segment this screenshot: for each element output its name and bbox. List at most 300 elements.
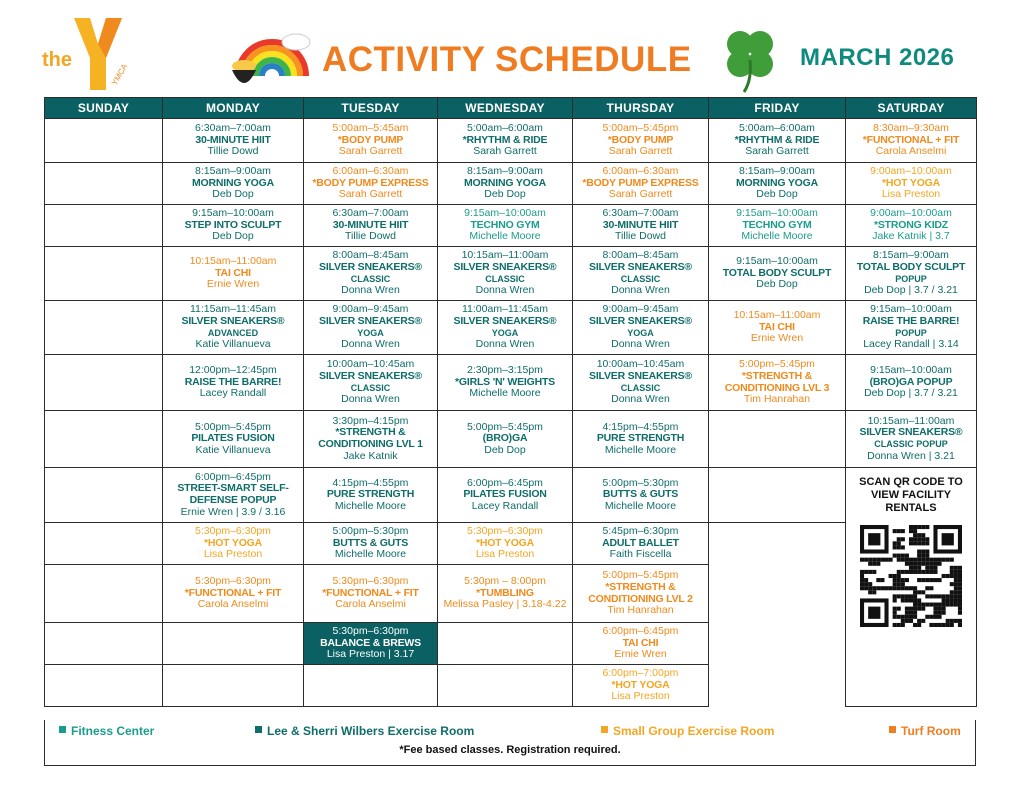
class-instructor: Katie Villanueva xyxy=(195,338,271,351)
class-time: 12:00pm–12:45pm xyxy=(189,364,277,377)
day-header-monday: MONDAY xyxy=(163,98,304,119)
header xyxy=(0,0,1024,96)
class-name: SILVER SNEAKERS® xyxy=(589,369,692,382)
class-instructor: Lacey Randall | 3.14 xyxy=(863,338,959,351)
class-time: 9:00am–10:00am xyxy=(870,165,952,178)
class-entry xyxy=(573,247,709,301)
class-time: 5:00pm–5:45pm xyxy=(602,569,679,582)
class-time: 5:00pm–5:30pm xyxy=(602,476,679,489)
class-entry xyxy=(573,565,709,623)
class-time: 9:15am–10:00am xyxy=(464,207,546,220)
class-name: *STRENGTH & CONDITIONING LVL 1 xyxy=(318,426,423,450)
class-time: 3:30pm–4:15pm xyxy=(332,414,409,427)
class-name: PURE STRENGTH xyxy=(596,432,685,445)
class-subtitle: POPUP xyxy=(895,327,927,338)
class-time: 6:00pm–7:00pm xyxy=(602,667,679,680)
class-instructor: Michelle Moore xyxy=(604,443,677,456)
class-instructor: Donna Wren xyxy=(341,338,400,351)
class-instructor: Sarah Garrett xyxy=(745,145,809,158)
class-entry xyxy=(163,205,304,247)
day-header-row xyxy=(45,98,977,119)
class-time: 9:00am–10:00am xyxy=(870,207,952,220)
schedule-row xyxy=(45,468,977,523)
legend-label: Small Group Exercise Room xyxy=(613,724,775,738)
class-instructor: Sarah Garrett xyxy=(338,188,403,201)
logo-text: the xyxy=(42,49,72,71)
schedule-row xyxy=(45,119,977,163)
schedule-row xyxy=(45,163,977,205)
class-name: 30-MINUTE HIIT xyxy=(332,218,409,231)
legend-swatch xyxy=(889,726,896,733)
class-instructor: Sarah Garrett xyxy=(608,145,673,158)
class-name: 30-MINUTE HIIT xyxy=(195,133,271,146)
class-entry xyxy=(163,411,304,468)
class-instructor: Ernie Wren | 3.9 / 3.16 xyxy=(180,505,286,518)
class-time: 6:00pm–6:45pm xyxy=(195,470,271,483)
class-instructor: Donna Wren xyxy=(611,338,670,351)
class-time: 9:15am–10:00am xyxy=(870,303,952,316)
class-entry xyxy=(304,205,438,247)
class-name: *BODY PUMP xyxy=(337,133,404,146)
legend-item xyxy=(889,724,961,738)
class-instructor: Tillie Dowd xyxy=(615,230,666,243)
legend-item xyxy=(601,724,774,738)
class-entry xyxy=(846,247,977,301)
class-instructor: Jake Katnik | 3.7 xyxy=(872,230,950,243)
class-subtitle: YOGA xyxy=(357,327,384,338)
class-entry xyxy=(438,411,573,468)
class-name: (BRO)GA xyxy=(482,432,528,445)
class-time: 5:45pm–6:30pm xyxy=(602,525,679,538)
class-name: SILVER SNEAKERS® xyxy=(181,314,285,327)
class-time: 5:30pm–6:30pm xyxy=(467,525,543,538)
class-entry xyxy=(846,355,977,411)
class-time: 10:15am–11:00am xyxy=(461,249,549,262)
day-header-friday: FRIDAY xyxy=(709,98,846,119)
class-time: 6:30am–7:00am xyxy=(602,207,679,220)
class-entry xyxy=(846,205,977,247)
class-subtitle: CLASSIC POPUP xyxy=(874,439,948,449)
legend-swatch xyxy=(59,726,66,733)
class-time: 8:00am–8:45am xyxy=(332,249,409,262)
class-instructor: Lacey Randall xyxy=(199,387,267,400)
class-instructor: Deb Dop xyxy=(212,230,254,243)
class-time: 10:15am–11:00am xyxy=(733,309,821,322)
qr-code-icon[interactable] xyxy=(860,525,962,627)
class-name: SILVER SNEAKERS® xyxy=(453,314,557,327)
schedule-row xyxy=(45,523,977,565)
class-entry xyxy=(438,355,573,411)
class-entry xyxy=(846,301,977,355)
class-instructor: Michelle Moore xyxy=(334,499,407,512)
class-name: PILATES FUSION xyxy=(191,432,275,445)
class-time: 6:30am–7:00am xyxy=(195,122,271,135)
class-entry xyxy=(573,119,709,163)
day-header-sunday: SUNDAY xyxy=(45,98,163,119)
class-instructor: Donna Wren xyxy=(611,393,670,406)
class-name: TAI CHI xyxy=(215,266,251,279)
schedule-body xyxy=(45,119,977,707)
class-instructor: Carola Anselmi xyxy=(197,598,269,611)
class-instructor: Faith Fiscella xyxy=(609,548,672,561)
class-entry xyxy=(573,468,709,523)
class-entry xyxy=(163,163,304,205)
ymca-logo xyxy=(38,14,148,94)
class-time: 8:15am–9:00am xyxy=(873,249,949,262)
class-instructor: Donna Wren | 3.21 xyxy=(867,449,955,462)
class-time: 10:15am–11:00am xyxy=(189,255,277,268)
class-time: 11:15am–11:45am xyxy=(189,303,276,316)
class-instructor: Lisa Preston | 3.17 xyxy=(326,648,415,661)
class-name: *BODY PUMP EXPRESS xyxy=(582,176,699,189)
class-instructor: Michelle Moore xyxy=(469,387,541,400)
class-instructor: Melissa Pasley | 3.18-4.22 xyxy=(443,598,567,611)
class-instructor: Deb Dop xyxy=(756,188,798,201)
class-entry xyxy=(304,355,438,411)
class-name: ADULT BALLET xyxy=(602,536,679,549)
class-instructor: Sarah Garrett xyxy=(473,145,537,158)
schedule-row xyxy=(45,623,977,665)
schedule-cell-sunday xyxy=(45,355,163,411)
schedule-cell-sunday xyxy=(45,468,163,523)
schedule-cell-tuesday xyxy=(304,665,438,707)
class-name: *BODY PUMP EXPRESS xyxy=(312,176,429,189)
legend-item xyxy=(59,724,154,738)
schedule-cell-wednesday xyxy=(438,623,573,665)
schedule-cell-sunday xyxy=(45,119,163,163)
class-instructor: Deb Dop xyxy=(212,188,254,201)
legend-swatch xyxy=(601,726,608,733)
class-entry xyxy=(163,247,304,301)
class-name: MORNING YOGA xyxy=(736,176,818,189)
class-time: 5:30pm–6:30pm xyxy=(332,575,409,588)
class-entry xyxy=(304,565,438,623)
class-entry xyxy=(304,411,438,468)
class-name: RAISE THE BARRE! xyxy=(862,314,960,327)
class-name: SILVER SNEAKERS® xyxy=(319,369,422,382)
class-name: SILVER SNEAKERS® xyxy=(319,260,422,273)
class-entry xyxy=(709,301,846,355)
schedule-cell-sunday xyxy=(45,205,163,247)
class-name: TAI CHI xyxy=(759,320,795,333)
class-name: (BRO)GA POPUP xyxy=(869,375,953,388)
class-entry xyxy=(163,468,304,523)
class-time: 6:00am–6:30am xyxy=(602,165,679,178)
class-instructor: Deb Dop xyxy=(484,443,526,456)
class-instructor: Donna Wren xyxy=(611,284,670,297)
class-time: 4:15pm–4:55pm xyxy=(332,476,409,489)
day-header-wednesday: WEDNESDAY xyxy=(438,98,573,119)
class-name: *FUNCTIONAL + FIT xyxy=(862,133,960,146)
class-name: *BODY PUMP xyxy=(607,133,674,146)
class-time: 5:00pm–5:45pm xyxy=(739,358,815,371)
schedule-cell-sunday xyxy=(45,565,163,623)
class-instructor: Ernie Wren xyxy=(614,648,667,661)
class-time: 8:15am–9:00am xyxy=(195,165,271,178)
class-entry xyxy=(573,411,709,468)
day-header-thursday: THURSDAY xyxy=(573,98,709,119)
day-header-saturday: SATURDAY xyxy=(846,98,977,119)
class-entry xyxy=(304,119,438,163)
class-name: *STRENGTH & CONDITIONING LVL 3 xyxy=(724,369,830,394)
class-entry xyxy=(438,247,573,301)
schedule-cell-sunday xyxy=(45,411,163,468)
class-time: 9:15am–10:00am xyxy=(736,207,818,220)
legend xyxy=(44,720,976,766)
class-entry xyxy=(438,205,573,247)
schedule-cell-sunday xyxy=(45,665,163,707)
class-entry xyxy=(573,301,709,355)
class-name: *HOT YOGA xyxy=(611,678,670,691)
schedule-table xyxy=(44,97,977,707)
class-instructor: Donna Wren xyxy=(475,284,535,297)
class-instructor: Donna Wren xyxy=(341,393,400,406)
class-subtitle: CLASSIC xyxy=(350,382,391,393)
class-time: 11:00am–11:45am xyxy=(461,303,548,316)
class-subtitle: YOGA xyxy=(627,327,654,338)
class-subtitle: CLASSIC xyxy=(620,273,661,284)
class-name: *STRONG KIDZ xyxy=(873,218,949,231)
class-name: BALANCE & BREWS xyxy=(320,636,421,649)
class-time: 9:00am–9:45am xyxy=(602,303,679,316)
schedule-cell-wednesday xyxy=(438,665,573,707)
schedule-cell-friday xyxy=(709,468,846,523)
class-instructor: Michelle Moore xyxy=(741,230,813,243)
class-time: 5:30pm–6:30pm xyxy=(195,525,271,538)
schedule-row xyxy=(45,247,977,301)
class-entry xyxy=(709,119,846,163)
qr-code-label: SCAN QR CODE TO VIEW FACILITY RENTALS xyxy=(859,476,963,514)
class-entry xyxy=(709,247,846,301)
class-name: *FUNCTIONAL + FIT xyxy=(322,586,419,599)
class-entry xyxy=(438,163,573,205)
class-time: 8:00am–8:45am xyxy=(602,249,679,262)
class-instructor: Ernie Wren xyxy=(206,278,260,291)
class-name: SILVER SNEAKERS® xyxy=(859,426,963,439)
class-subtitle: ADVANCED xyxy=(207,327,259,338)
shamrock-icon xyxy=(718,24,782,94)
class-name: SILVER SNEAKERS® xyxy=(589,314,692,327)
class-time: 4:15pm–4:55pm xyxy=(602,420,679,433)
class-entry xyxy=(304,247,438,301)
class-entry xyxy=(573,623,709,665)
class-name: *HOT YOGA xyxy=(475,536,535,549)
class-name: STEP INTO SCULPT xyxy=(184,218,282,231)
class-instructor: Deb Dop | 3.7 / 3.21 xyxy=(864,284,958,297)
class-time: 6:30am–7:00am xyxy=(332,207,409,220)
class-subtitle: YOGA xyxy=(491,327,519,338)
class-entry xyxy=(304,468,438,523)
schedule-cell-monday xyxy=(163,623,304,665)
class-time: 9:15am–10:00am xyxy=(192,207,274,220)
class-name: SILVER SNEAKERS® xyxy=(453,260,557,273)
class-time: 5:30pm–6:30pm xyxy=(195,575,271,588)
class-time: 5:00pm–5:30pm xyxy=(332,525,409,538)
class-name: *FUNCTIONAL + FIT xyxy=(184,586,282,599)
class-entry xyxy=(163,119,304,163)
class-instructor: Carola Anselmi xyxy=(335,598,406,611)
class-instructor: Michelle Moore xyxy=(469,230,541,243)
class-entry xyxy=(438,468,573,523)
class-entry xyxy=(163,301,304,355)
class-entry xyxy=(573,355,709,411)
class-time: 2:30pm–3:15pm xyxy=(467,364,543,377)
class-name: TOTAL BODY SCULPT xyxy=(856,260,966,273)
class-instructor: Lisa Preston xyxy=(611,690,670,703)
page-title: ACTIVITY SCHEDULE xyxy=(322,40,692,79)
schedule-row xyxy=(45,301,977,355)
class-time: 6:00pm–6:45pm xyxy=(467,476,543,489)
class-time: 5:00pm–5:45pm xyxy=(467,420,543,433)
legend-label: Turf Room xyxy=(901,724,961,738)
class-time: 9:00am–9:45am xyxy=(332,303,409,316)
class-time: 5:00am–6:00am xyxy=(467,122,543,135)
class-time: 10:00am–10:45am xyxy=(326,358,415,371)
class-subtitle: CLASSIC xyxy=(485,273,525,284)
class-time: 6:00pm–6:45pm xyxy=(602,625,679,638)
schedule-cell-sunday xyxy=(45,163,163,205)
class-name: *HOT YOGA xyxy=(203,536,263,549)
class-entry xyxy=(846,411,977,468)
qr-code-panel[interactable] xyxy=(846,468,977,707)
class-instructor: Ernie Wren xyxy=(750,332,804,345)
class-instructor: Michelle Moore xyxy=(334,548,407,561)
schedule-row xyxy=(45,411,977,468)
class-instructor: Michelle Moore xyxy=(604,499,677,512)
class-instructor: Tillie Dowd xyxy=(345,230,396,243)
legend-label: Fitness Center xyxy=(71,724,155,738)
class-time: 10:00am–10:45am xyxy=(596,358,685,371)
class-name: *TUMBLING xyxy=(476,586,534,599)
class-subtitle: CLASSIC xyxy=(350,273,391,284)
class-instructor: Lisa Preston xyxy=(475,548,535,561)
legend-label: Lee & Sherri Wilbers Exercise Room xyxy=(267,724,475,738)
class-name: *STRENGTH & CONDITIONING LVL 2 xyxy=(588,580,693,605)
schedule-cell-sunday xyxy=(45,301,163,355)
class-entry xyxy=(573,205,709,247)
class-time: 10:15am–11:00am xyxy=(867,414,955,427)
class-time: 5:00pm–5:45pm xyxy=(195,420,271,433)
class-name: BUTTS & GUTS xyxy=(332,536,409,549)
class-name: TECHNO GYM xyxy=(470,218,540,231)
class-name: PILATES FUSION xyxy=(463,488,547,501)
schedule-row xyxy=(45,205,977,247)
class-entry xyxy=(438,523,573,565)
class-time: 5:30pm–6:30pm xyxy=(332,625,409,638)
class-time: 6:00am–6:30am xyxy=(332,165,409,178)
class-entry xyxy=(709,163,846,205)
class-name: TOTAL BODY SCULPT xyxy=(722,266,832,279)
class-name: SILVER SNEAKERS® xyxy=(319,314,422,327)
class-name: *GIRLS 'N' WEIGHTS xyxy=(455,375,555,388)
class-time: 5:00am–5:45am xyxy=(332,122,409,135)
class-instructor: Tim Hanrahan xyxy=(743,393,811,406)
class-entry xyxy=(163,523,304,565)
class-time: 5:00am–6:00am xyxy=(739,122,815,135)
class-instructor: Tillie Dowd xyxy=(207,145,259,158)
class-entry xyxy=(163,565,304,623)
class-time: 9:15am–10:00am xyxy=(736,255,818,268)
class-entry xyxy=(846,119,977,163)
class-instructor: Deb Dop xyxy=(484,188,526,201)
class-entry xyxy=(438,301,573,355)
class-time: 9:15am–10:00am xyxy=(870,364,952,377)
schedule-cell-sunday xyxy=(45,523,163,565)
class-entry xyxy=(304,523,438,565)
class-instructor: Lacey Randall xyxy=(471,499,539,512)
legend-swatch xyxy=(255,726,262,733)
class-instructor: Jake Katnik xyxy=(343,449,398,462)
class-time: 5:00am–5:45pm xyxy=(602,122,679,135)
class-time: 5:30pm – 8:00pm xyxy=(464,575,546,588)
class-instructor: Katie Villanueva xyxy=(195,443,271,456)
class-name: TAI CHI xyxy=(622,636,659,649)
rainbow-pot-of-gold-icon xyxy=(228,6,316,90)
schedule-cell-sunday xyxy=(45,247,163,301)
class-name: STREET-SMART SELF-DEFENSE POPUP xyxy=(177,482,289,506)
class-entry xyxy=(709,355,846,411)
class-name: MORNING YOGA xyxy=(192,176,274,189)
class-instructor: Donna Wren xyxy=(341,284,400,297)
class-entry xyxy=(163,355,304,411)
logo-subtext: YMCA xyxy=(109,62,130,87)
schedule-cell-sunday xyxy=(45,623,163,665)
class-entry xyxy=(573,665,709,707)
class-instructor: Lisa Preston xyxy=(881,188,941,201)
class-name: PURE STRENGTH xyxy=(326,488,415,501)
class-entry xyxy=(846,163,977,205)
class-entry xyxy=(438,119,573,163)
schedule-cell-monday xyxy=(163,665,304,707)
footnote: *Fee based classes. Registration required. xyxy=(399,744,621,756)
class-name: RAISE THE BARRE! xyxy=(184,375,282,388)
class-subtitle: CLASSIC xyxy=(620,382,661,393)
class-subtitle: POPUP xyxy=(895,273,927,284)
schedule-cell-friday xyxy=(709,411,846,468)
class-instructor: Lisa Preston xyxy=(203,548,263,561)
class-entry xyxy=(573,163,709,205)
class-instructor: Carola Anselmi xyxy=(875,145,947,158)
class-time: 8:15am–9:00am xyxy=(739,165,815,178)
class-entry xyxy=(304,623,438,665)
class-instructor: Tim Hanrahan xyxy=(607,604,674,617)
class-instructor: Donna Wren xyxy=(475,338,535,351)
legend-item xyxy=(255,724,474,738)
schedule-row xyxy=(45,355,977,411)
class-name: BUTTS & GUTS xyxy=(602,488,679,501)
class-name: 30-MINUTE HIIT xyxy=(602,218,679,231)
schedule-month: MARCH 2026 xyxy=(800,44,955,71)
class-instructor: Deb Dop | 3.7 / 3.21 xyxy=(864,387,958,400)
class-entry xyxy=(304,163,438,205)
schedule-row xyxy=(45,565,977,623)
class-name: *RHYTHM & RIDE xyxy=(462,133,548,146)
class-entry xyxy=(573,523,709,565)
class-instructor: Sarah Garrett xyxy=(608,188,673,201)
class-name: MORNING YOGA xyxy=(464,176,546,189)
class-time: 8:30am–9:30am xyxy=(873,122,949,135)
schedule-row xyxy=(45,665,977,707)
class-instructor: Sarah Garrett xyxy=(338,145,403,158)
class-name: TECHNO GYM xyxy=(742,218,812,231)
class-entry xyxy=(438,565,573,623)
class-entry xyxy=(304,301,438,355)
class-name: SILVER SNEAKERS® xyxy=(589,260,692,273)
class-name: *HOT YOGA xyxy=(881,176,941,189)
class-time: 8:15am–9:00am xyxy=(467,165,543,178)
class-instructor: Deb Dop xyxy=(756,278,798,291)
class-entry xyxy=(709,205,846,247)
